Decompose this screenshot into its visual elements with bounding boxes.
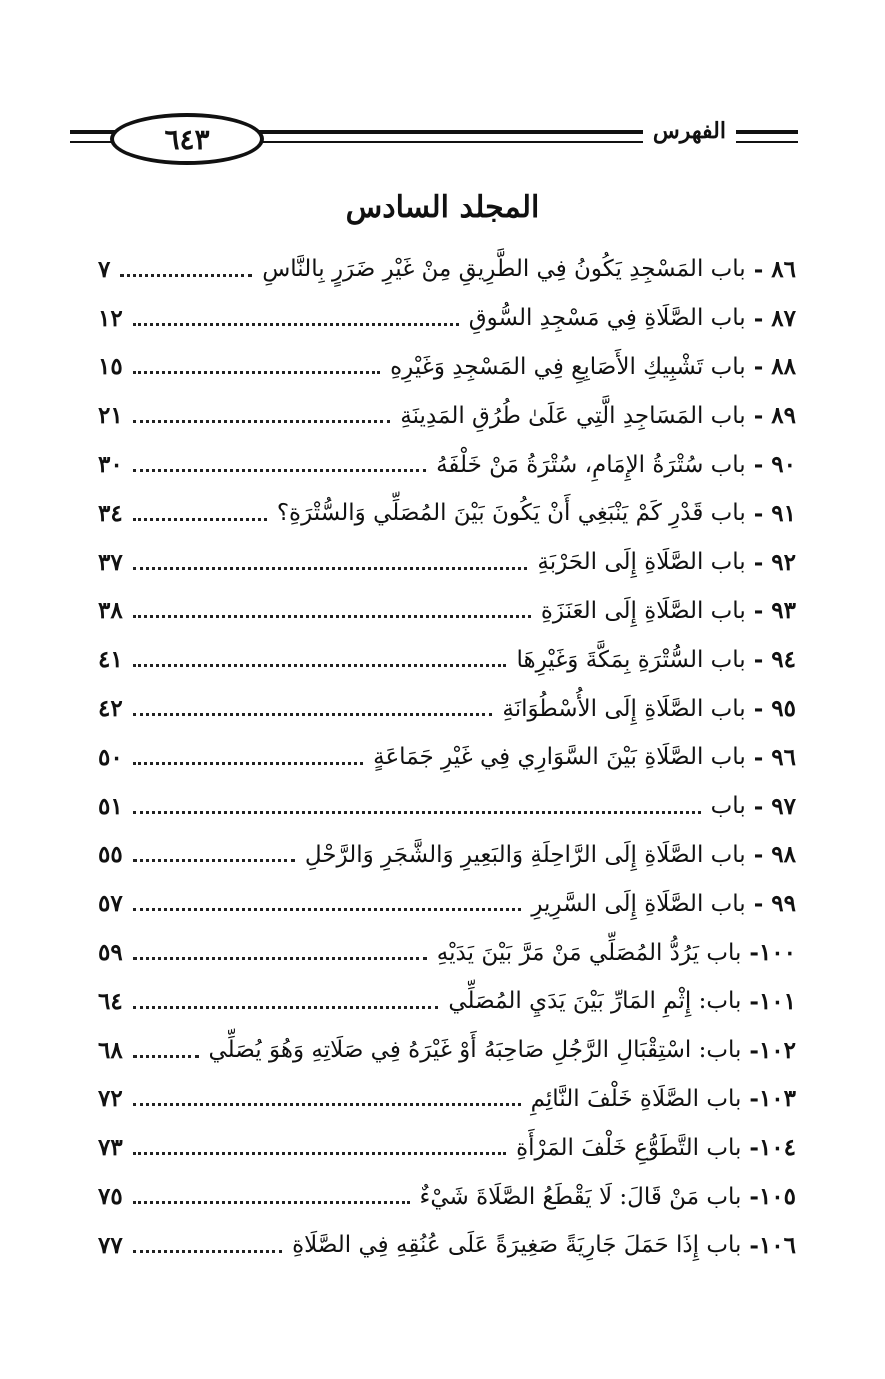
toc-entry xyxy=(98,1172,796,1221)
toc-entry xyxy=(98,977,796,1026)
entry-title: باب xyxy=(710,793,746,820)
dot-leader xyxy=(133,371,380,374)
entry-number: ٩٤ - xyxy=(753,646,796,674)
entry-number: ١٠٦- xyxy=(749,1231,796,1259)
dot-leader xyxy=(133,957,427,960)
entry-page-number: ٧٢ xyxy=(98,1085,123,1113)
entry-page-number: ٣٨ xyxy=(98,597,123,625)
dot-leader xyxy=(133,1055,199,1058)
toc-entry xyxy=(98,1075,796,1124)
dot-leader xyxy=(133,615,531,618)
entry-page-number: ٣٠ xyxy=(98,451,123,479)
entry-number: ١٠٠- xyxy=(749,939,796,967)
entry-number: ٩٣ - xyxy=(753,597,796,625)
entry-page-number: ٧٥ xyxy=(98,1183,123,1211)
toc-entry xyxy=(98,343,796,392)
toc-entry xyxy=(98,391,796,440)
entry-number: ٩٩ - xyxy=(753,890,796,918)
toc-entry xyxy=(98,879,796,928)
toc-entry xyxy=(98,928,796,977)
toc-entry xyxy=(98,538,796,587)
table-of-contents xyxy=(98,245,796,1270)
entry-number: ٩٢ - xyxy=(753,548,796,576)
dot-leader xyxy=(133,567,528,570)
entry-title: باب الصَّلَاةِ إِلَى الأُسْطُوَانَةِ xyxy=(502,695,746,722)
entry-page-number: ٥٧ xyxy=(98,890,123,918)
entry-number: ٩٨ - xyxy=(753,841,796,869)
toc-entry xyxy=(98,1221,796,1270)
dot-leader xyxy=(120,274,252,277)
dot-leader xyxy=(133,518,267,521)
entry-page-number: ٥٩ xyxy=(98,939,123,967)
entry-page-number: ٦٤ xyxy=(98,987,123,1015)
entry-page-number: ٧٧ xyxy=(98,1231,123,1259)
toc-entry xyxy=(98,635,796,684)
dot-leader xyxy=(133,713,493,716)
entry-number: ١٠٤- xyxy=(749,1134,796,1162)
entry-title: باب: اسْتِقْبَالِ الرَّجُلِ صَاحِبَهُ أَوْ غَيْرَهُ فِي صَلَاتِهِ وَهُوَ يُصَلِّي xyxy=(208,1037,742,1064)
entry-title: باب الصَّلَاةِ إِلَى الرَّاحِلَةِ وَالبَعِيرِ وَالشَّجَرِ وَالرَّحْلِ xyxy=(304,841,746,868)
dot-leader xyxy=(133,1250,282,1253)
entry-title: باب سُتْرَةُ الإِمَامِ، سُتْرَةُ مَنْ خَلْفَهُ xyxy=(436,451,746,478)
entry-title: باب الصَّلَاةِ إِلَى الحَرْبَةِ xyxy=(537,549,746,576)
entry-page-number: ١٢ xyxy=(98,304,123,332)
entry-page-number: ٢١ xyxy=(98,402,123,430)
entry-number: ١٠٢- xyxy=(749,1036,796,1064)
toc-entry xyxy=(98,733,796,782)
entry-page-number: ٥١ xyxy=(98,792,123,820)
entry-title: باب المَسْجِدِ يَكُونُ فِي الطَّرِيقِ مِنْ غَيْرِ ضَرَرٍ بِالنَّاسِ xyxy=(262,256,746,283)
entry-number: ٩١ - xyxy=(753,499,796,527)
entry-page-number: ٣٤ xyxy=(98,499,123,527)
entry-page-number: ٧٣ xyxy=(98,1134,123,1162)
dot-leader xyxy=(133,811,701,814)
entry-page-number: ٦٨ xyxy=(98,1036,123,1064)
entry-number: ١٠٣- xyxy=(749,1085,796,1113)
entry-title: باب الصَّلَاةِ إِلَى السَّرِيرِ xyxy=(531,890,746,917)
entry-title: باب قَدْرِ كَمْ يَنْبَغِي أَنْ يَكُونَ بَيْنَ المُصَلِّي وَالسُّتْرَةِ؟ xyxy=(276,500,746,527)
entry-page-number: ٤١ xyxy=(98,646,123,674)
entry-title: باب السُّتْرَةِ بِمَكَّةَ وَغَيْرِهَا xyxy=(516,646,746,673)
toc-entry xyxy=(98,782,796,831)
entry-title: باب الصَّلَاةِ بَيْنَ السَّوَارِي فِي غَيْرِ جَمَاعَةٍ xyxy=(373,744,746,771)
entry-title: باب الصَّلَاةِ فِي مَسْجِدِ السُّوقِ xyxy=(468,305,746,332)
entry-page-number: ٣٧ xyxy=(98,548,123,576)
toc-entry xyxy=(98,684,796,733)
entry-number: ٩٠ - xyxy=(753,451,796,479)
entry-title: باب التَّطَوُّعِ خَلْفَ المَرْأَةِ xyxy=(516,1134,742,1161)
entry-number: ١٠١- xyxy=(749,987,796,1015)
toc-entry xyxy=(98,1026,796,1075)
entry-page-number: ٥٥ xyxy=(98,841,123,869)
page-number: ٦٤٣ xyxy=(110,113,264,165)
entry-number: ٨٨ - xyxy=(753,353,796,381)
dot-leader xyxy=(133,323,459,326)
toc-entry xyxy=(98,440,796,489)
entry-title: باب إِذَا حَمَلَ جَارِيَةً صَغِيرَةً عَلَى عُنُقِهِ فِي الصَّلَاةِ xyxy=(292,1232,742,1259)
dot-leader xyxy=(133,1201,410,1204)
entry-number: ٩٧ - xyxy=(753,792,796,820)
entry-title: باب الصَّلَاةِ خَلْفَ النَّائِمِ xyxy=(530,1085,742,1112)
entry-title: باب تَشْبِيكِ الأَصَابِعِ فِي المَسْجِدِ وَغَيْرِهِ xyxy=(390,353,746,380)
entry-title: باب مَنْ قَالَ: لَا يَقْطَعُ الصَّلَاةَ شَيْءٌ xyxy=(419,1183,742,1210)
entry-number: ٨٩ - xyxy=(753,402,796,430)
dot-leader xyxy=(133,908,522,911)
page-header xyxy=(70,110,798,162)
dot-leader xyxy=(133,1103,521,1106)
entry-title: باب: إِثْمِ المَارِّ بَيْنَ يَدَيِ المُصَلِّي xyxy=(448,988,742,1015)
toc-entry xyxy=(98,489,796,538)
toc-entry xyxy=(98,245,796,294)
entry-number: ٩٥ - xyxy=(753,695,796,723)
entry-number: ٩٦ - xyxy=(753,743,796,771)
toc-entry xyxy=(98,831,796,880)
running-title: الفهرس xyxy=(643,118,736,144)
entry-number: ١٠٥- xyxy=(749,1183,796,1211)
volume-title: المجلد السادس xyxy=(345,190,540,225)
entry-page-number: ٥٠ xyxy=(98,743,123,771)
toc-entry xyxy=(98,294,796,343)
dot-leader xyxy=(133,1152,506,1155)
toc-entry xyxy=(98,1123,796,1172)
entry-page-number: ١٥ xyxy=(98,353,123,381)
dot-leader xyxy=(133,762,363,765)
dot-leader xyxy=(133,1006,439,1009)
toc-entry xyxy=(98,587,796,636)
entry-title: باب الصَّلَاةِ إِلَى العَنَزَةِ xyxy=(540,597,746,624)
entry-number: ٨٦ - xyxy=(753,255,796,283)
dot-leader xyxy=(133,664,507,667)
entry-number: ٨٧ - xyxy=(753,304,796,332)
entry-page-number: ٤٢ xyxy=(98,695,123,723)
dot-leader xyxy=(133,420,391,423)
entry-title: باب المَسَاجِدِ الَّتِي عَلَىٰ طُرُقِ المَدِينَةِ xyxy=(400,402,746,429)
dot-leader xyxy=(133,859,295,862)
entry-title: باب يَرُدُّ المُصَلِّي مَنْ مَرَّ بَيْنَ يَدَيْهِ xyxy=(436,939,742,966)
entry-page-number: ٧ xyxy=(98,255,111,283)
dot-leader xyxy=(133,469,426,472)
